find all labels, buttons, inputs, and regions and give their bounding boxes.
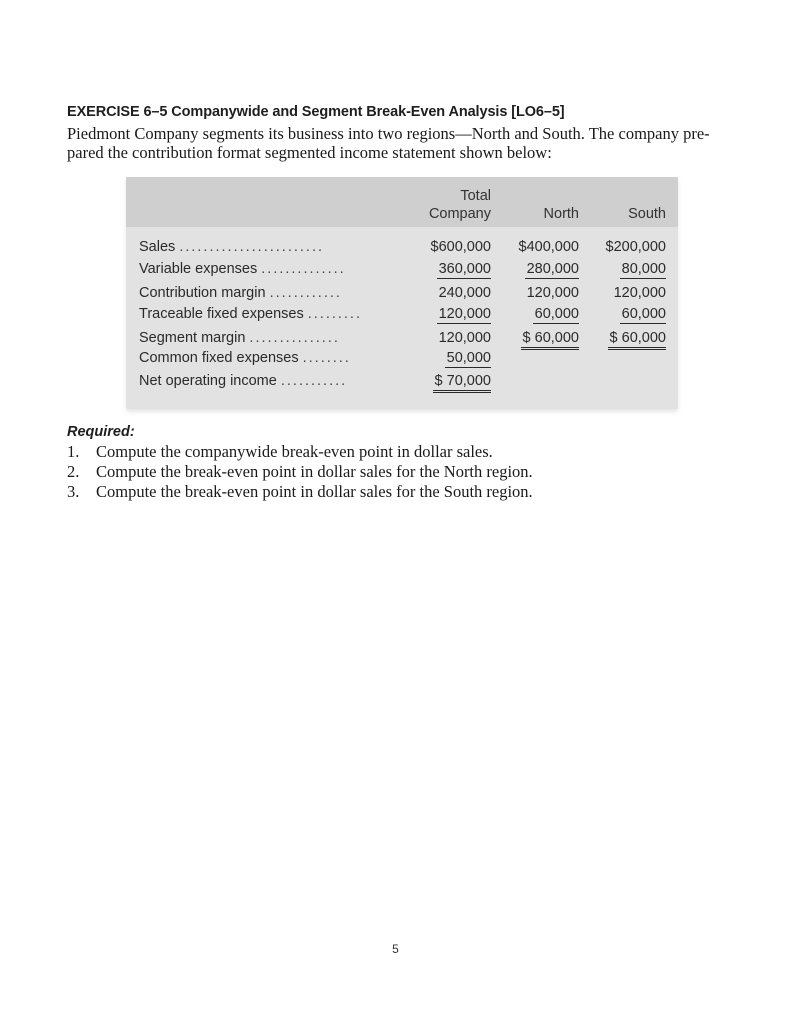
cell-total-value: 120,000 xyxy=(438,306,491,322)
exercise-heading: EXERCISE 6–5 Companywide and Segment Break-Even Analysis [LO6–5] xyxy=(67,104,565,120)
column-header-total-line1: Total xyxy=(460,188,491,204)
row-label xyxy=(139,327,407,349)
statement-row-contribution-margin xyxy=(126,282,678,304)
cell-south xyxy=(588,303,666,325)
cell-total xyxy=(413,303,491,325)
list-item xyxy=(67,482,533,502)
list-item-text: Compute the break-even point in dollar sales for the South region. xyxy=(96,482,533,501)
row-label xyxy=(139,236,407,258)
cell-total-value: $ 70,000 xyxy=(433,372,491,393)
intro-line-2: pared the contribution format segmented income statement shown below: xyxy=(67,143,552,162)
cell-north xyxy=(501,258,579,280)
intro-line-1: Piedmont Company segments its business into two regions—North and South. The company pre- xyxy=(67,124,710,143)
cell-total xyxy=(413,370,491,393)
cell-total-value: $600,000 xyxy=(430,239,491,255)
cell-total xyxy=(413,282,491,304)
cell-south-value: $200,000 xyxy=(605,239,666,255)
exercise-intro xyxy=(67,124,747,162)
row-label-text: Common fixed expenses xyxy=(139,350,299,366)
list-item xyxy=(67,462,533,482)
cell-total xyxy=(413,236,491,258)
statement-row-traceable-fixed-expenses xyxy=(126,303,678,325)
cell-total xyxy=(413,327,491,349)
leader-dots: ............... xyxy=(249,330,340,346)
list-item xyxy=(67,442,533,462)
leader-dots: ............ xyxy=(269,285,342,301)
cell-north-value: 120,000 xyxy=(526,285,579,301)
cell-total xyxy=(413,258,491,280)
cell-total-value: 360,000 xyxy=(438,261,491,277)
row-label-text: Net operating income xyxy=(139,373,277,389)
cell-north xyxy=(501,236,579,258)
column-header-total-line2: Company xyxy=(428,206,491,222)
cell-south xyxy=(588,258,666,280)
cell-north-value: $400,000 xyxy=(518,239,579,255)
leader-dots: ........................ xyxy=(179,239,324,255)
statement-row-segment-margin xyxy=(126,327,678,349)
row-label-text: Contribution margin xyxy=(139,285,266,301)
column-header-north: North xyxy=(543,206,579,222)
row-label xyxy=(139,347,407,369)
row-label-text: Traceable fixed expenses xyxy=(139,306,304,322)
required-list xyxy=(67,442,533,502)
cell-north-value: 60,000 xyxy=(534,306,579,322)
cell-total-value: 120,000 xyxy=(438,330,491,346)
cell-total xyxy=(413,347,491,369)
cell-north xyxy=(501,303,579,325)
cell-south-value: 120,000 xyxy=(613,285,666,301)
cell-north xyxy=(501,282,579,304)
leader-dots: .............. xyxy=(261,261,346,277)
leader-dots: ........... xyxy=(280,373,348,389)
cell-south xyxy=(588,236,666,258)
cell-south-value: 80,000 xyxy=(621,261,666,277)
statement-row-net-operating-income xyxy=(126,370,678,392)
column-header-total xyxy=(413,187,491,223)
list-item-number: 3. xyxy=(67,482,80,501)
row-label xyxy=(139,303,407,325)
leader-dots: ........ xyxy=(302,350,351,366)
cell-south-value: 60,000 xyxy=(621,306,666,322)
statement-row-sales xyxy=(126,236,678,258)
column-header-south: South xyxy=(628,206,666,222)
row-label-text: Segment margin xyxy=(139,330,246,346)
cell-north-value: 280,000 xyxy=(526,261,579,277)
row-label-text: Sales xyxy=(139,239,176,255)
statement-row-variable-expenses xyxy=(126,258,678,280)
list-item-number: 1. xyxy=(67,442,80,461)
leader-dots: ......... xyxy=(307,306,362,322)
row-label-text: Variable expenses xyxy=(139,261,258,277)
cell-north-value: $ 60,000 xyxy=(521,329,579,350)
row-label xyxy=(139,370,407,392)
required-heading: Required: xyxy=(67,424,135,440)
list-item-text: Compute the break-even point in dollar sales for the North region. xyxy=(96,462,533,481)
page-number: 5 xyxy=(392,942,399,956)
row-label xyxy=(139,282,407,304)
list-item-text: Compute the companywide break-even point in dollar sales. xyxy=(96,442,493,461)
list-item-number: 2. xyxy=(67,462,80,481)
income-statement-panel xyxy=(126,177,678,409)
row-label xyxy=(139,258,407,280)
statement-row-common-fixed-expenses xyxy=(126,347,678,369)
cell-south xyxy=(588,282,666,304)
cell-total-value: 50,000 xyxy=(446,350,491,366)
cell-total-value: 240,000 xyxy=(438,285,491,301)
cell-south-value: $ 60,000 xyxy=(608,329,666,350)
